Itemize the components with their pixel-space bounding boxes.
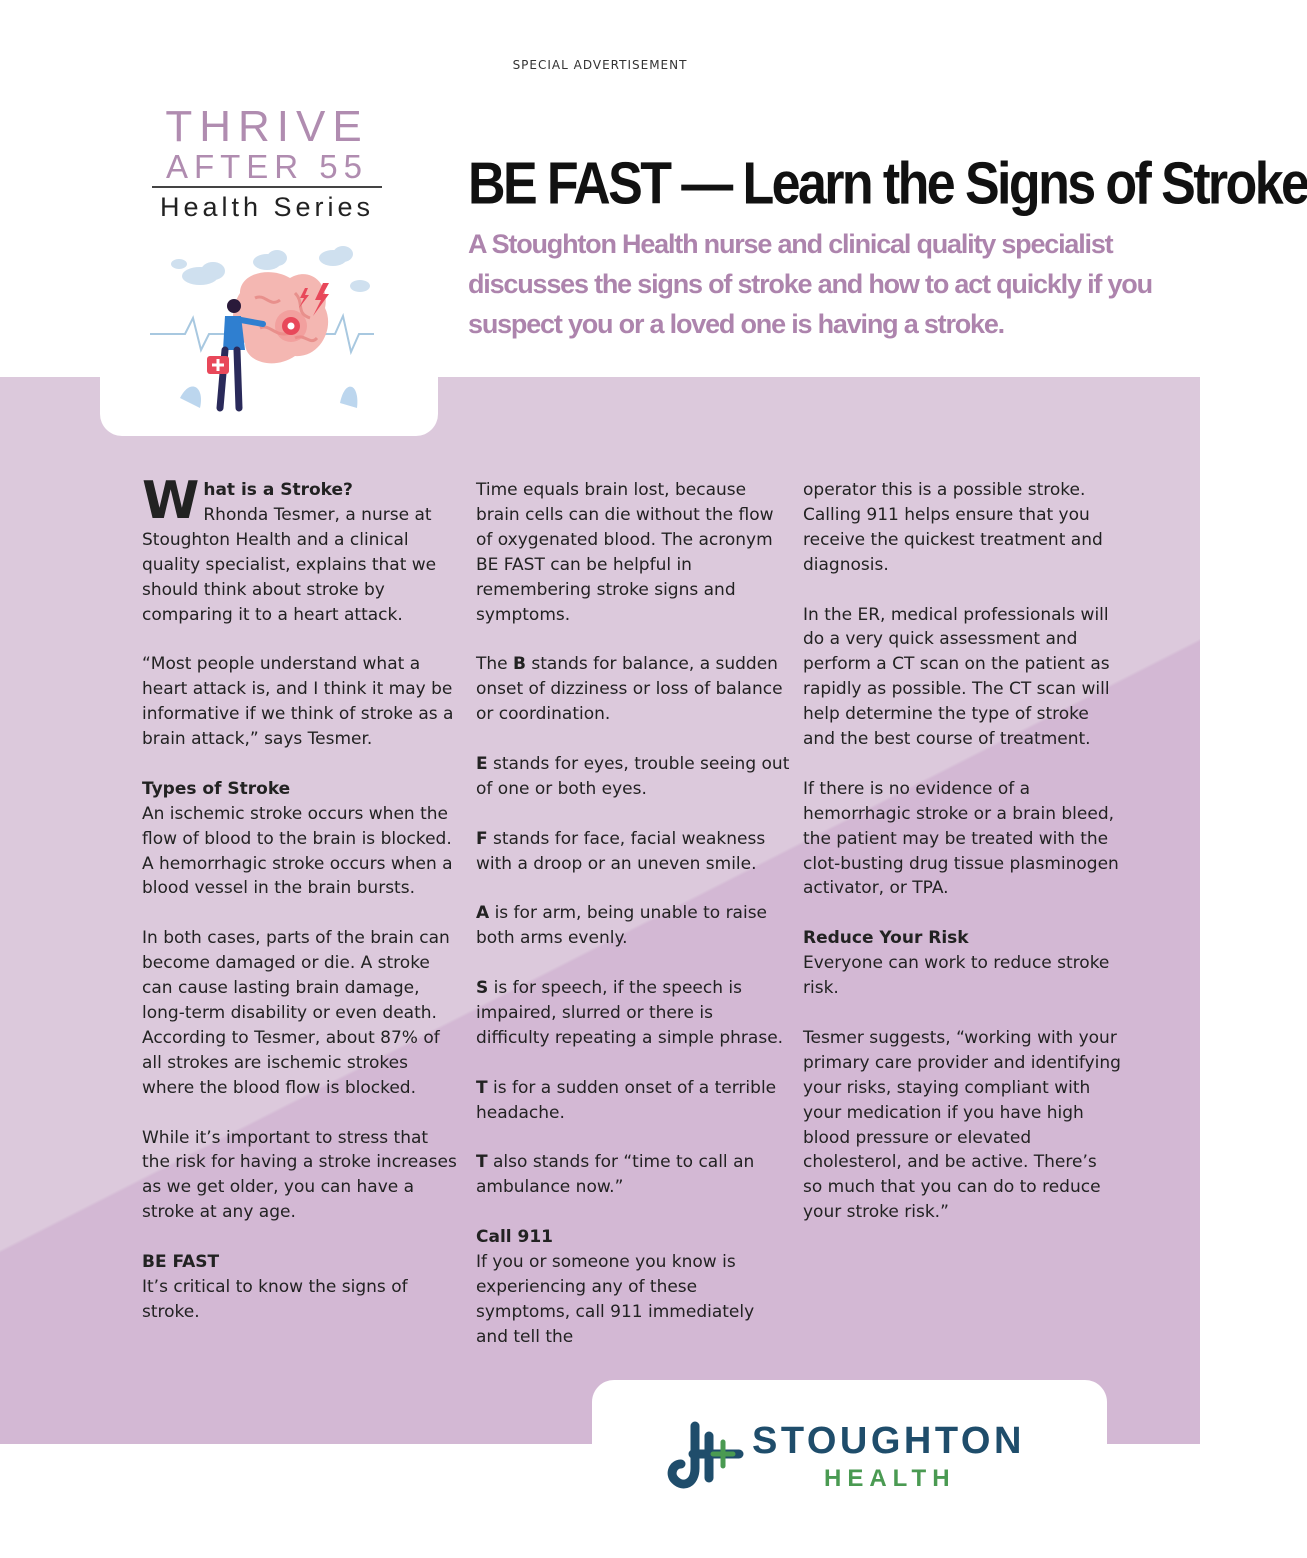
paragraph: In the ER, medical professionals will do a very quick assessment and perform a CT scan on the patient as rapidly as possible. The CT scan will help determine the type of stroke and the best course of treatment.: [803, 604, 1110, 750]
befast-item-b: [476, 652, 791, 727]
befast-item-a: [476, 901, 791, 951]
paragraph: An ischemic stroke occurs when the flow of blood to the brain is blocked. A hemorrhagic stroke occurs when a blood vessel in the brain bursts.: [142, 803, 453, 899]
paragraph: Everyone can work to reduce stroke risk.: [803, 953, 1110, 999]
drop-cap: W: [142, 471, 200, 531]
series-line-thrive: THRIVE: [165, 102, 369, 151]
paragraph: In both cases, parts of the brain can become damaged or die. A stroke can cause lasting brain damage, long-term disability or even death. According to Tesmer, about 87% of all strokes are ischemic strokes where the blood flow is blocked.: [142, 928, 450, 1098]
special-advertisement-label: SPECIAL ADVERTISEMENT: [512, 58, 688, 72]
befast-item-e: [476, 752, 791, 802]
befast-item-t-time: [476, 1150, 791, 1200]
befast-text: stands for eyes, trouble seeing out of one or both eyes.: [476, 753, 790, 799]
stoughton-health-logo-icon: [665, 1418, 745, 1498]
befast-letter: E: [476, 753, 488, 774]
befast-text: is for arm, being unable to raise both arms evenly.: [476, 903, 768, 949]
article-column-2: [476, 478, 791, 1374]
befast-text: stands for balance, a sudden onset of dizziness or loss of balance or coordination.: [476, 654, 783, 725]
befast-text: is for a sudden onset of a terrible headache.: [476, 1077, 777, 1123]
paragraph: “Most people understand what a heart attack is, and I think it may be informative if we think of stroke as a brain attack,” says Tesmer.: [142, 654, 454, 750]
befast-letter: A: [476, 903, 490, 924]
series-line-health: Health Series: [159, 192, 375, 222]
paragraph: If there is no evidence of a hemorrhagic stroke or a brain bleed, the patient may be treated with the clot-busting drug tissue plasminogen activator, or TPA.: [803, 778, 1119, 899]
befast-letter: B: [513, 654, 526, 675]
paragraph: Rhonda Tesmer, a nurse at Stoughton Health and a clinical quality specialist, explains that we should think about stroke by comparing it to a heart attack.: [142, 504, 437, 625]
befast-prefix: The: [476, 654, 514, 675]
paragraph: Time equals brain lost, because brain cells can die without the flow of oxygenated blood. The acronym BE FAST can be helpful in remembering stroke signs and symptoms.: [476, 480, 774, 625]
paragraph: Tesmer suggests, “working with your primary care provider and identifying your risks, staying compliant with your medication if you have high blood pressure or elevated cholesterol, and be active. There’s so much that you can do to reduce your stroke risk.”: [803, 1027, 1121, 1223]
befast-letter: T: [476, 1077, 488, 1098]
befast-text: stands for face, facial weakness with a droop or an uneven smile.: [476, 828, 766, 874]
series-divider: [152, 186, 382, 188]
befast-item-t: [476, 1076, 791, 1126]
befast-item-f: [476, 827, 791, 877]
paragraph: If you or someone you know is experiencing any of these symptoms, call 911 immediately and tell the: [476, 1251, 755, 1347]
subheadline: A Stoughton Health nurse and clinical quality specialist discusses the signs of stroke and how to act quickly if you suspect you or a loved one is having a stroke.: [468, 229, 1152, 339]
logo-name: STOUGHTON: [752, 1420, 1025, 1462]
paragraph: While it’s important to stress that the risk for having a stroke increases as we get older, you can have a stroke at any age.: [142, 1127, 457, 1223]
nurse-brain-stroke-illustration: [145, 238, 375, 418]
befast-letter: S: [476, 978, 489, 999]
section-heading-reduce-risk: Reduce Your Risk: [803, 928, 969, 949]
section-heading-call-911: Call 911: [476, 1227, 554, 1248]
paragraph: It’s critical to know the signs of stroke.: [142, 1276, 408, 1322]
series-line-after55: AFTER 55: [165, 148, 369, 185]
paragraph: operator this is a possible stroke. Calling 911 helps ensure that you receive the quickest treatment and diagnosis.: [803, 480, 1103, 575]
section-heading-what-is-stroke: hat is a Stroke?: [203, 480, 353, 500]
befast-letter: F: [476, 828, 488, 849]
befast-text: also stands for “time to call an ambulance now.”: [476, 1152, 755, 1198]
article-column-1: [142, 471, 457, 1350]
intro-paragraph: [142, 471, 457, 627]
article-column-3: [803, 478, 1121, 1250]
befast-letter: T: [476, 1152, 488, 1173]
befast-item-s: [476, 976, 791, 1051]
section-heading-be-fast: BE FAST: [142, 1252, 220, 1273]
logo-subname: HEALTH: [824, 1465, 956, 1492]
headline: BE FAST — Learn the Signs of Stroke: [468, 151, 1307, 218]
series-wordmark: [152, 104, 382, 222]
befast-text: is for speech, if the speech is impaired, slurred or there is difficulty repeating a simple phrase.: [476, 978, 784, 1048]
section-heading-types-of-stroke: Types of Stroke: [142, 778, 291, 799]
